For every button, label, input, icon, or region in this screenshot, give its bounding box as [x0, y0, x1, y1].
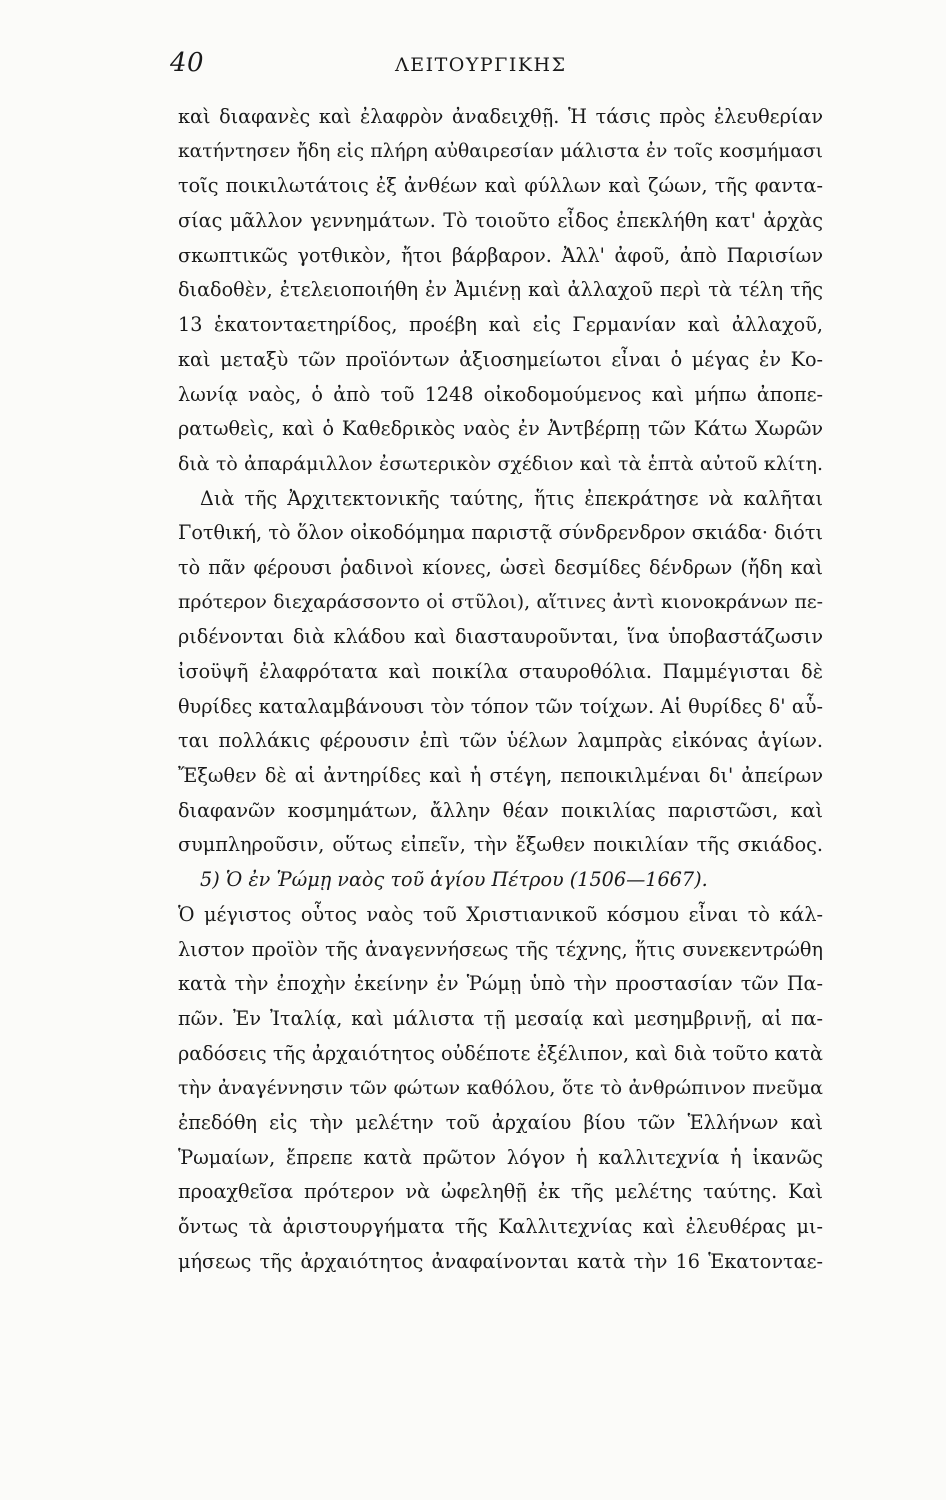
- text-line: 13 ἑκατονταετηρίδος, προέβη καὶ εἰς Γερμανίαν καὶ ἀλλαχοῦ,: [178, 313, 823, 337]
- text-line: καὶ διαφανὲς καὶ ἐλαφρὸν ἀναδειχθῇ. Ἡ τάσις πρὸς ἐλευθερίαν: [178, 105, 823, 128]
- text-line: τοῖς ποικιλωτάτοις ἐξ ἀνθέων καὶ φύλλων καὶ ζώων, τῆς φαντα-: [178, 174, 823, 198]
- text-line: πρότερον διεχαράσσοντο οἱ στῦλοι), αἵτινες ἀντὶ κιονοκράνων πε-: [178, 591, 823, 613]
- text-line: κατήντησεν ἤδη εἰς πλήρη αὐθαιρεσίαν μάλιστα ἐν τοῖς κοσμήμασι: [178, 140, 823, 162]
- text-line: τὴν ἀναγέννησιν τῶν φώτων καθόλου, ὅτε τὸ ἀνθρώπινον πνεῦμα: [178, 1077, 823, 1100]
- text-line: μήσεως τῆς ἀρχαιότητος ἀναφαίνονται κατὰ τὴν 16 Ἑκατονταε-: [178, 1249, 823, 1273]
- text-line: ὄντως τὰ ἀριστουργήματα τῆς Καλλιτεχνίας καὶ ἐλευθέρας μι-: [178, 1215, 823, 1238]
- text-line: κατὰ τὴν ἐποχὴν ἐκείνην ἐν Ῥώμῃ ὑπὸ τὴν προστασίαν τῶν Πα-: [178, 972, 823, 996]
- text-line: σίας μᾶλλον γεννημάτων. Τὸ τοιοῦτο εἶδος ἐπεκλήθη κατ' ἀρχὰς: [178, 209, 823, 233]
- text-line: καὶ μεταξὺ τῶν προϊόντων ἀξιοσημείωτοι εἶναι ὁ μέγας ἐν Κο-: [178, 347, 823, 371]
- text-line: ραδόσεις τῆς ἀρχαιότητος οὐδέποτε ἐξέλιπον, καὶ διὰ τοῦτο κατὰ: [178, 1041, 823, 1065]
- text-line: πῶν. Ἐν Ἰταλίᾳ, καὶ μάλιστα τῇ μεσαίᾳ καὶ μεσημβρινῇ, αἱ πα-: [178, 1006, 823, 1030]
- text-line: λιστον προϊὸν τῆς ἀναγεννήσεως τῆς τέχνης, ἥτις συνεκεντρώθη: [178, 937, 823, 961]
- section-heading: 5) Ὁ ἐν Ῥώμῃ ναὸς τοῦ ἁγίου Πέτρου (1506—1667).: [200, 868, 708, 892]
- text-line: λωνίᾳ ναὸς, ὁ ἀπὸ τοῦ 1248 οἰκοδομούμενος καὶ μήπω ἀποπε-: [178, 382, 823, 406]
- text-line: Γοτθική, τὸ ὅλον οἰκοδόμημα παριστᾷ σύνδρενδρον σκιάδα· διότι: [178, 521, 823, 545]
- text-line: θυρίδες καταλαμβάνουσι τὸν τόπον τῶν τοίχων. Αἱ θυρίδες δ' αὗ-: [178, 694, 823, 718]
- text-line: ἰσοϋψῆ ἐλαφρότατα καὶ ποικίλα σταυροθόλια. Παμμέγισται δὲ: [178, 660, 823, 683]
- text-line: Ὁ μέγιστος οὗτος ναὸς τοῦ Χριστιανικοῦ κόσμου εἶναι τὸ κάλ-: [178, 902, 823, 926]
- text-line: τὸ πᾶν φέρουσι ῥαδινοὶ κίονες, ὡσεὶ δεσμίδες δένδρων (ἤδη καὶ: [178, 555, 823, 579]
- body-text: [178, 100, 823, 1279]
- text-line: διαφανῶν κοσμημάτων, ἄλλην θέαν ποικιλίας παριστῶσι, καὶ: [178, 798, 823, 822]
- text-line: ρατωθεὶς, καὶ ὁ Καθεδρικὸς ναὸς ἐν Ἀντβέρπῃ τῶν Κάτω Χωρῶν: [178, 417, 823, 441]
- text-line: ται πολλάκις φέρουσιν ἐπὶ τῶν ὑέλων λαμπρὰς εἰκόνας ἁγίων.: [178, 729, 823, 753]
- text-line: Διὰ τῆς Ἀρχιτεκτονικῆς ταύτης, ἥτις ἐπεκράτησε νὰ καλῆται: [200, 486, 823, 510]
- text-line: ριδένονται διὰ κλάδου καὶ διασταυροῦνται, ἵνα ὑποβαστάζωσιν: [178, 625, 823, 649]
- text-line: Ῥωμαίων, ἔπρεπε κατὰ πρῶτον λόγον ἡ καλλιτεχνία ἡ ἱκανῶς: [178, 1145, 823, 1169]
- page-number: 40: [170, 48, 205, 78]
- text-line: ἐπεδόθη εἰς τὴν μελέτην τοῦ ἀρχαίου βίου τῶν Ἑλλήνων καὶ: [178, 1110, 823, 1134]
- text-line: διὰ τὸ ἀπαράμιλλον ἐσωτερικὸν σχέδιον καὶ τὰ ἑπτὰ αὐτοῦ κλίτη.: [178, 452, 823, 475]
- text-line: σκωπτικῶς γοτθικὸν, ἤτοι βάρβαρον. Ἀλλ' ἀφοῦ, ἀπὸ Παρισίων: [178, 243, 823, 267]
- text-line: προαχθεῖσα πρότερον νὰ ὠφεληθῇ ἐκ τῆς μελέτης ταύτης. Καὶ: [178, 1180, 823, 1204]
- text-line: διαδοθὲν, ἐτελειοποιήθη ἐν Ἀμιένῃ καὶ ἀλλαχοῦ περὶ τὰ τέλη τῆς: [178, 278, 823, 302]
- running-title: ΛΕΙΤΟΥΡΓΙΚΗΣ: [395, 54, 567, 76]
- text-line: συμπληροῦσιν, οὕτως εἰπεῖν, τὴν ἔξωθεν ποικιλίαν τῆς σκιάδος.: [178, 833, 823, 857]
- text-line: Ἔξωθεν δὲ αἱ ἀντηρίδες καὶ ἡ στέγη, πεποικιλμέναι δι' ἀπείρων: [178, 764, 823, 788]
- page-header: [170, 48, 830, 88]
